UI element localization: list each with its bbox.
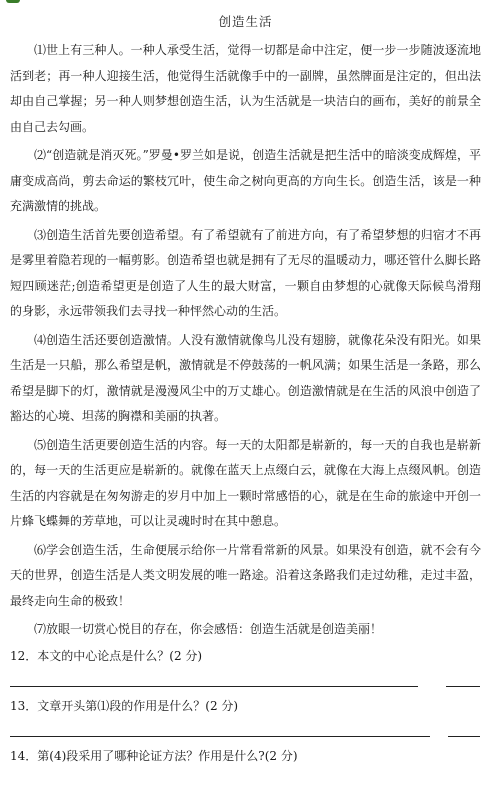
article-title: 创造生活	[218, 14, 273, 29]
answer-line[interactable]	[448, 736, 480, 737]
question-text: 14．第(4)段采用了哪种论证方法？作用是什么?(2 分)	[10, 748, 298, 763]
answer-line[interactable]	[10, 736, 430, 737]
question-12	[10, 647, 481, 693]
paragraph-7: ⑺放眼一切赏心悦目的存在，你会感悟：创造生活就是创造美丽！	[34, 622, 383, 636]
answer-line[interactable]	[446, 686, 480, 687]
answer-area[interactable]	[10, 665, 481, 693]
question-text: 12．本文的中心论点是什么？(2 分)	[10, 648, 203, 663]
question-14	[10, 747, 481, 765]
paragraph-4: ⑷创造生活还要创造激情。人没有激情就像鸟儿没有翅膀，就像花朵没有阳光。如果生活是一只船，那么希望是帆，激情就是不停鼓荡的一帆风满；如果生活是一条路，那么希望是脚下的灯，激情就是漫漫风尘中的万丈雄心。创造激情就是在生活的风浪中创造了豁达的心境、坦荡的胸襟和美丽的执著。	[10, 332, 481, 423]
paragraph-2: ⑵“创造就是消灭死。”罗曼•罗兰如是说，创造生活就是把生活中的暗淡变成辉煌，平庸变成高尚，剪去命运的繁枝冗叶，使生命之树向更高的方向生长。创造生活，该是一种充满激情的挑战。	[10, 148, 481, 213]
paragraph-5: ⑸创造生活更要创造生活的内容。每一天的太阳都是崭新的，每一天的自我也是崭新的，每一天的生活更应是崭新的。就像在蓝天上点缀白云，就像在大海上点缀风帆。创造生活的内容就是在匆匆游走的岁月中加上一颗时常感悟的心，就是在生命的旅途中开创一片蜂飞蝶舞的芳草地，可以让灵魂时时在其中憩息。	[10, 437, 481, 528]
paragraph-6: ⑹学会创造生活，生命便展示给你一片常看常新的风景。如果没有创造，就不会有今天的世界，创造生活是人类文明发展的唯一路途。沿着这条路我们走过幼稚，走过丰盈，最终走向生命的极致！	[10, 542, 481, 608]
answer-line[interactable]	[10, 686, 418, 687]
paragraph-3: ⑶创造生活首先要创造希望。有了希望就有了前进方向，有了希望梦想的归宿才不再是雾里着隐若现的一幅剪影。创造希望也就是拥有了无尽的温暖动力，哪还管什么脚长路短四顾迷茫;创造希望更是创造了人生的最大财富，一颗自由梦想的心就像天际候鸟滑翔的身影，永远带领我们去寻找一种怦然心动的生活。	[10, 227, 481, 318]
paragraph-1: ⑴世上有三种人。一种人承受生活，觉得一切都是命中注定，便一步一步随波逐流地活到老；再一种人迎接生活，他觉得生活就像手中的一副牌，虽然牌面是注定的，但出法却由自己掌握；另一种人则梦想创造生活，认为生活就是一块洁白的画布，美好的前景全由自己去勾画。	[10, 43, 481, 134]
question-text: 13．文章开头第⑴段的作用是什么？(2 分)	[10, 698, 239, 713]
question-13	[10, 697, 481, 743]
answer-area[interactable]	[10, 715, 481, 743]
corner-decoration	[6, 0, 20, 3]
article-body	[10, 38, 481, 643]
